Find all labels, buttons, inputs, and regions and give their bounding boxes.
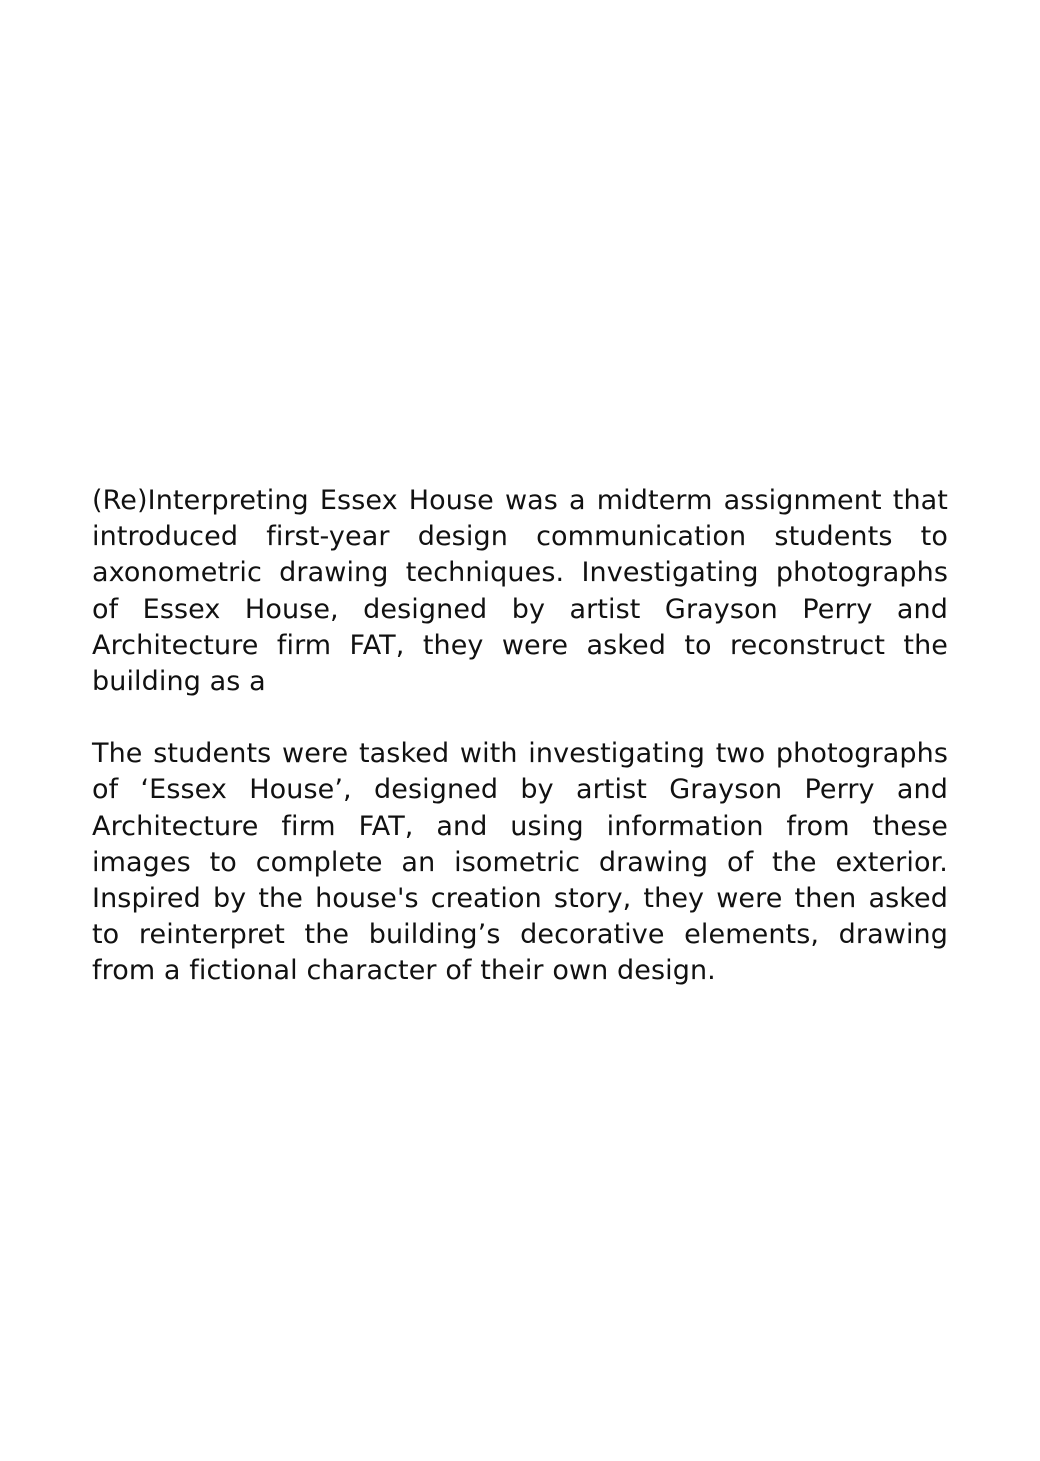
- paragraph-task: The students were tasked with investigating two photographs of ‘Essex House’, designed by artist Grayson Perry and Architecture firm FAT, and using information from these images to complete an isometric drawing of the exterior. Inspired by the house's creation story, they were then asked to reinterpret the building’s decorative elements, drawing from a fictional character of their own design.: [92, 738, 948, 987]
- body-text: [92, 483, 948, 990]
- paragraph-intro: (Re)Interpreting Essex House was a midterm assignment that introduced first-year design communication students to axonometric drawing techniques. Investigating photographs of Essex House, designed by artist Grayson Perry and Architecture firm FAT, they were asked to reconstruct the building as a: [92, 485, 948, 698]
